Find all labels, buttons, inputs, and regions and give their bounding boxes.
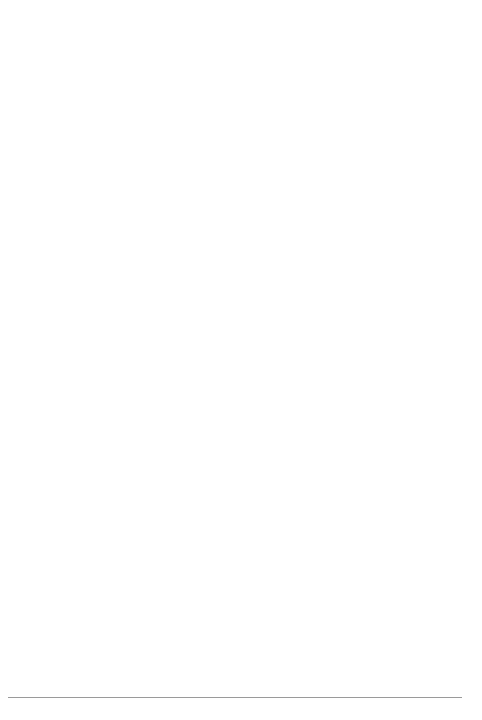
footer-divider (8, 697, 462, 698)
footer-separator (8, 705, 24, 716)
page-footer (8, 705, 24, 716)
